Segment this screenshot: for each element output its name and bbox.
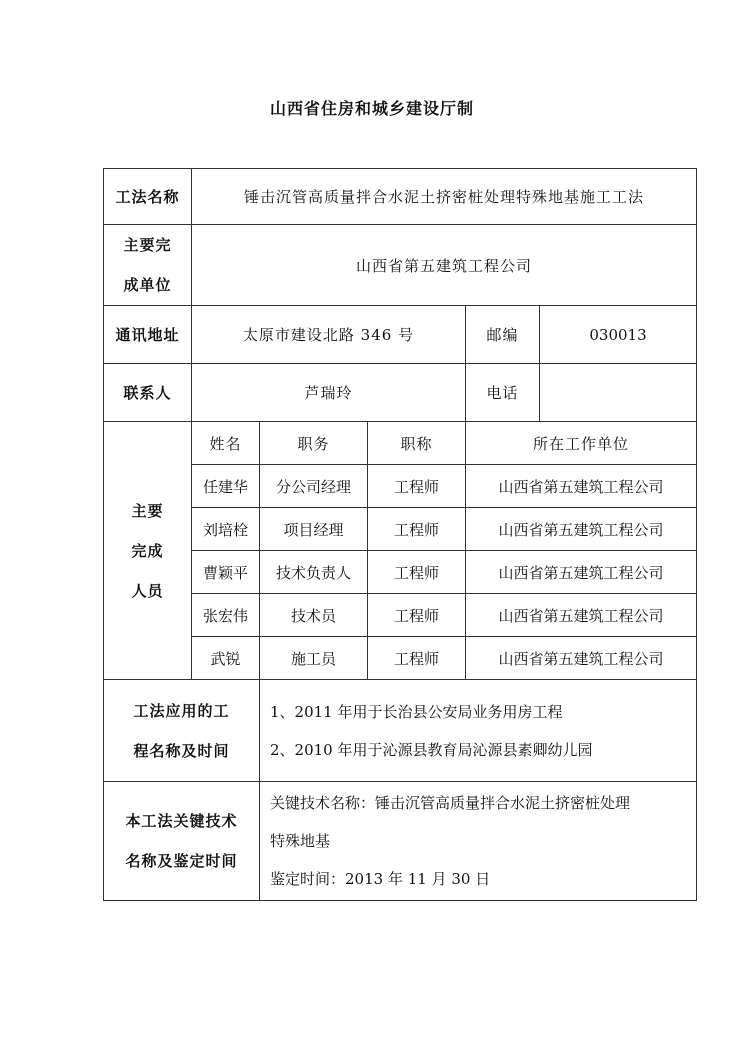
address-label: 通讯地址 [104,306,192,364]
unit-label-line2: 成单位 [123,276,172,294]
method-name-label: 工法名称 [104,169,192,225]
person-workplace: 山西省第五建筑工程公司 [466,465,697,508]
phone-label: 电话 [466,364,540,422]
person-name: 曹颖平 [192,551,260,594]
address-row [104,306,697,364]
person-name: 张宏伟 [192,594,260,637]
contact-value: 芦瑞玲 [192,364,466,422]
page-title: 山西省住房和城乡建设厅制 [269,99,474,118]
address-value: 太原市建设北路 346 号 [192,306,466,364]
person-title: 工程师 [368,637,466,680]
person-duty: 技术负责人 [260,551,368,594]
key-tech-line3: 鉴定时间：2013 年 11 月 30 日 [270,870,491,888]
personnel-label [104,422,192,680]
unit-value: 山西省第五建筑工程公司 [192,225,697,306]
person-workplace: 山西省第五建筑工程公司 [466,637,697,680]
application-label-line1: 工法应用的工 [133,701,230,720]
person-workplace: 山西省第五建筑工程公司 [466,551,697,594]
table-row [104,508,697,551]
unit-label-line1: 主要完 [123,236,172,254]
person-duty: 项目经理 [260,508,368,551]
person-title: 工程师 [368,465,466,508]
table-row [104,551,697,594]
application-row [104,680,697,782]
key-tech-label-line2: 名称及鉴定时间 [125,852,238,870]
unit-label [104,225,192,306]
unit-row [104,225,697,306]
table-row [104,594,697,637]
person-workplace: 山西省第五建筑工程公司 [466,508,697,551]
phone-value [540,364,697,422]
person-duty: 技术员 [260,594,368,637]
header-title: 职称 [368,422,466,465]
contact-row [104,364,697,422]
key-tech-line2: 特殊地基 [270,832,331,850]
personnel-label-line1: 主要 [131,501,164,520]
header-workplace: 所在工作单位 [466,422,697,465]
method-name-value: 锤击沉管高质量拌合水泥土挤密桩处理特殊地基施工工法 [192,169,697,225]
person-title: 工程师 [368,551,466,594]
person-name: 任建华 [192,465,260,508]
application-line1: 1、2011 年用于长治县公安局业务用房工程 [270,702,563,721]
table-row [104,637,697,680]
person-duty: 分公司经理 [260,465,368,508]
key-tech-label-line1: 本工法关键技术 [125,812,238,830]
header-name: 姓名 [192,422,260,465]
key-tech-line1: 关键技术名称：锤击沉管高质量拌合水泥土挤密桩处理 [270,794,631,812]
person-name: 武锐 [192,637,260,680]
application-label [104,680,260,782]
method-name-row [104,169,697,225]
key-tech-value [260,782,697,901]
person-duty: 施工员 [260,637,368,680]
person-title: 工程师 [368,594,466,637]
key-tech-row [104,782,697,901]
header-duty: 职务 [260,422,368,465]
table-row [104,465,697,508]
application-label-line2: 程名称及时间 [133,741,230,760]
personnel-label-line2: 完成 [131,541,164,560]
person-name: 刘培栓 [192,508,260,551]
application-line2: 2、2010 年用于沁源县教育局沁源县素卿幼儿园 [270,740,593,759]
zip-value: 030013 [540,306,697,364]
application-value [260,680,697,782]
personnel-label-line3: 人员 [131,581,164,600]
contact-label: 联系人 [104,364,192,422]
key-tech-label [104,782,260,901]
person-title: 工程师 [368,508,466,551]
personnel-header-row [104,422,697,465]
zip-label: 邮编 [466,306,540,364]
project-info-table [103,168,697,901]
person-workplace: 山西省第五建筑工程公司 [466,594,697,637]
